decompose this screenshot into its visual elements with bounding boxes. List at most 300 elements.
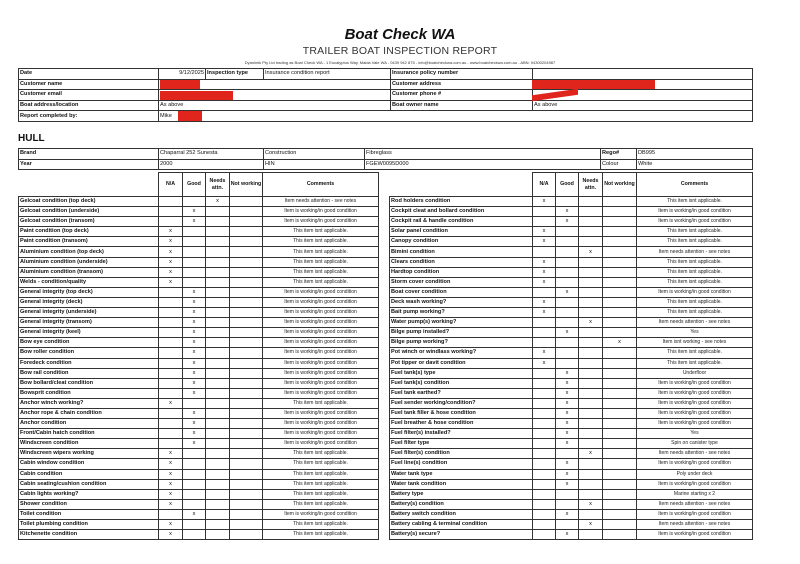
checklist-row: [19, 267, 379, 277]
check-needs: [579, 489, 603, 499]
checklist-row: [19, 257, 379, 267]
item-comment: Item is working/in good condition: [263, 509, 379, 519]
check-not: [603, 479, 637, 489]
check-needs: [579, 479, 603, 489]
checklist-row: [19, 277, 379, 287]
item-name: Paint condition (top deck): [19, 227, 159, 237]
checklist-row: [390, 449, 753, 459]
check-needs: x: [206, 197, 230, 207]
check-good: x: [183, 348, 206, 358]
check-good: x: [183, 429, 206, 439]
item-name: Aluminium condition (underside): [19, 257, 159, 267]
boat-details-table: [18, 148, 753, 170]
checklist-row: [390, 338, 753, 348]
brand-label: Brand: [19, 149, 159, 160]
check-good: x: [556, 479, 579, 489]
check-needs: [206, 368, 230, 378]
check-na: x: [533, 297, 556, 307]
item-name: General integrity (transom): [19, 318, 159, 328]
check-needs: [579, 287, 603, 297]
check-needs: [206, 439, 230, 449]
check-needs: [579, 328, 603, 338]
rego-value: DB995: [637, 149, 753, 160]
item-name: General integrity (top deck): [19, 287, 159, 297]
check-needs: [206, 429, 230, 439]
check-na: [159, 408, 183, 418]
item-name: Gelcoat condition (transom): [19, 217, 159, 227]
checklist-row: [19, 429, 379, 439]
check-not: [603, 217, 637, 227]
item-name: Shower condition: [19, 499, 159, 509]
check-na: [533, 530, 556, 540]
checklist-row: [19, 378, 379, 388]
item-comment: Item is working/in good condition: [263, 368, 379, 378]
checklist-row: [19, 197, 379, 207]
check-na: [159, 197, 183, 207]
item-name: Gelcoat condition (underside): [19, 207, 159, 217]
check-good: x: [183, 318, 206, 328]
check-good: [183, 237, 206, 247]
item-name: Storm cover condition: [390, 277, 533, 287]
col-needs-attn: Needs attn.: [579, 173, 603, 197]
check-not: [603, 287, 637, 297]
check-needs: [206, 398, 230, 408]
checklist-row: [390, 318, 753, 328]
check-good: x: [556, 408, 579, 418]
customer-email-label: Customer email: [19, 90, 159, 101]
check-needs: [579, 338, 603, 348]
check-good: x: [556, 368, 579, 378]
item-comment: Item is working/in good condition: [637, 419, 753, 429]
check-needs: [579, 348, 603, 358]
colour-value: White: [637, 159, 753, 170]
check-na: [159, 509, 183, 519]
check-good: [183, 398, 206, 408]
policy-value: [533, 69, 753, 80]
check-good: [183, 267, 206, 277]
item-name: General integrity (deck): [19, 297, 159, 307]
item-name: Bow roller condition: [19, 348, 159, 358]
item-name: Battery(s) condition: [390, 499, 533, 509]
check-na: [533, 368, 556, 378]
item-comment: Item is working/in good condition: [263, 378, 379, 388]
item-name: Bow bollard/cleat condition: [19, 378, 159, 388]
checklist-row: [390, 207, 753, 217]
check-not: [230, 449, 263, 459]
check-needs: [579, 408, 603, 418]
item-name: Kitchenette condition: [19, 530, 159, 540]
brand-value: Chaparral 252 Sunesta: [159, 149, 264, 160]
check-not: [603, 388, 637, 398]
check-good: [556, 489, 579, 499]
item-comment: Item is working/in good condition: [263, 217, 379, 227]
check-good: [556, 449, 579, 459]
check-needs: [579, 398, 603, 408]
check-na: [159, 419, 183, 429]
check-good: x: [556, 429, 579, 439]
checklist-row: [19, 408, 379, 418]
check-needs: [206, 520, 230, 530]
check-needs: [579, 217, 603, 227]
checklist-row: [19, 217, 379, 227]
col-good: Good: [556, 173, 579, 197]
item-name: Water pump(s) working?: [390, 318, 533, 328]
check-not: [603, 297, 637, 307]
check-good: x: [183, 509, 206, 519]
item-comment: Item is working/in good condition: [637, 479, 753, 489]
check-not: [230, 368, 263, 378]
check-not: [603, 489, 637, 499]
check-not: [603, 197, 637, 207]
check-na: x: [159, 469, 183, 479]
check-good: x: [556, 419, 579, 429]
check-not: [230, 227, 263, 237]
item-comment: Item is working/in good condition: [263, 328, 379, 338]
check-needs: [579, 237, 603, 247]
item-comment: This item isnt applicable.: [637, 348, 753, 358]
item-name: Clears condition: [390, 257, 533, 267]
check-good: x: [556, 388, 579, 398]
check-not: [230, 277, 263, 287]
construction-label: Construction: [264, 149, 365, 160]
checklist-row: [19, 419, 379, 429]
check-good: [183, 459, 206, 469]
item-comment: Yes: [637, 328, 753, 338]
item-name: Bow eye condition: [19, 338, 159, 348]
check-needs: [206, 267, 230, 277]
check-good: x: [183, 439, 206, 449]
checklist-row: [19, 338, 379, 348]
check-not: [230, 509, 263, 519]
check-needs: [206, 318, 230, 328]
check-good: x: [556, 439, 579, 449]
item-comment: This item isnt applicable.: [263, 227, 379, 237]
check-not: [603, 348, 637, 358]
completed-by-value: Mike: [159, 111, 753, 122]
check-not: [603, 257, 637, 267]
item-comment: This item isnt applicable.: [263, 247, 379, 257]
item-comment: This item isnt applicable.: [263, 277, 379, 287]
item-name: Fuel breather & hose condition: [390, 419, 533, 429]
item-comment: Item needs attention - see notes: [637, 247, 753, 257]
item-comment: This item isnt applicable.: [263, 530, 379, 540]
check-na: [159, 328, 183, 338]
check-good: [556, 297, 579, 307]
item-comment: This item isnt applicable.: [637, 358, 753, 368]
check-needs: [206, 287, 230, 297]
item-comment: This item isnt applicable.: [637, 197, 753, 207]
check-good: x: [556, 217, 579, 227]
check-good: x: [556, 459, 579, 469]
check-na: [159, 318, 183, 328]
check-na: [533, 489, 556, 499]
check-good: x: [556, 398, 579, 408]
checklist-row: [390, 287, 753, 297]
check-needs: [206, 469, 230, 479]
redaction-customer-email: [160, 91, 233, 100]
check-good: [556, 227, 579, 237]
checklist-row: [19, 308, 379, 318]
check-na: [533, 318, 556, 328]
item-name: Anchor rope & chain condition: [19, 408, 159, 418]
check-needs: [579, 257, 603, 267]
boat-address-value: As above: [159, 100, 391, 111]
check-na: x: [159, 227, 183, 237]
check-good: [183, 489, 206, 499]
check-not: [603, 358, 637, 368]
check-not: x: [603, 338, 637, 348]
check-needs: [206, 328, 230, 338]
checklist-row: [390, 227, 753, 237]
check-good: [556, 358, 579, 368]
item-name: Fuel tank(s) type: [390, 368, 533, 378]
item-comment: Item is working/in good condition: [263, 429, 379, 439]
check-needs: [579, 439, 603, 449]
hin-value: FGEW0095D000: [365, 159, 601, 170]
colour-label: Colour: [601, 159, 637, 170]
check-needs: [579, 378, 603, 388]
item-name: Pot winch or windlass working?: [390, 348, 533, 358]
item-name: Windscreen condition: [19, 439, 159, 449]
item-comment: Item needs attention - see notes: [637, 520, 753, 530]
item-name: Bimini condition: [390, 247, 533, 257]
check-not: [603, 449, 637, 459]
check-na: [533, 469, 556, 479]
check-good: x: [183, 207, 206, 217]
item-comment: This item isnt applicable.: [263, 459, 379, 469]
check-not: [603, 398, 637, 408]
checklist-row: [19, 237, 379, 247]
check-not: [230, 328, 263, 338]
item-name: Battery type: [390, 489, 533, 499]
col-comments: Comments: [637, 173, 753, 197]
check-not: [603, 520, 637, 530]
checklist-row: [19, 247, 379, 257]
check-na: [159, 429, 183, 439]
item-name: Bilge pump installed?: [390, 328, 533, 338]
col-comments: Comments: [263, 173, 379, 197]
checklist-row: [19, 439, 379, 449]
check-good: [183, 479, 206, 489]
check-not: [230, 338, 263, 348]
check-needs: [206, 237, 230, 247]
check-needs: [579, 297, 603, 307]
item-comment: Item needs attention - see notes: [637, 318, 753, 328]
check-needs: [206, 449, 230, 459]
item-comment: Item is working/in good condition: [263, 419, 379, 429]
check-not: [603, 227, 637, 237]
item-name: General integrity (keel): [19, 328, 159, 338]
check-na: x: [533, 257, 556, 267]
checklist-row: [390, 388, 753, 398]
item-name: General integrity (underside): [19, 308, 159, 318]
item-name: Battery switch condition: [390, 509, 533, 519]
checklist-row: [390, 368, 753, 378]
check-good: x: [183, 368, 206, 378]
check-needs: [579, 469, 603, 479]
item-name: Welds - condition/quality: [19, 277, 159, 287]
check-na: [159, 287, 183, 297]
check-needs: [206, 530, 230, 540]
item-name: Solar panel condition: [390, 227, 533, 237]
check-needs: [206, 459, 230, 469]
col-needs-attn: Needs attn.: [206, 173, 230, 197]
item-comment: This item isnt applicable.: [637, 308, 753, 318]
check-not: [230, 398, 263, 408]
check-good: [183, 247, 206, 257]
item-name: Hardtop condition: [390, 267, 533, 277]
check-not: [603, 459, 637, 469]
item-comment: Item is working/in good condition: [263, 439, 379, 449]
check-not: [230, 520, 263, 530]
item-name: Battery(s) secure?: [390, 530, 533, 540]
check-good: [556, 257, 579, 267]
check-not: [230, 408, 263, 418]
check-na: [533, 217, 556, 227]
completed-by-label: Report completed by:: [19, 111, 159, 122]
company-details: Dyanimik Pty Ltd trading as Boat Check WA - 1 Eucalyptus Way, Maida Vale WA - 0439 942 875 - info@boatcheckwa.com.au - www.boatcheckwa.com.au - ABN: 94300204987: [244, 60, 556, 65]
item-name: Bow rail condition: [19, 368, 159, 378]
item-comment: Item isnt working - see notes: [637, 338, 753, 348]
item-name: Gelcoat condition (top deck): [19, 197, 159, 207]
check-not: [230, 479, 263, 489]
item-comment: Item is working/in good condition: [263, 308, 379, 318]
item-comment: Item is working/in good condition: [263, 408, 379, 418]
checklist-row: [390, 419, 753, 429]
check-not: [603, 530, 637, 540]
check-not: [603, 429, 637, 439]
check-not: [230, 207, 263, 217]
checklist-row: [390, 459, 753, 469]
check-not: [230, 247, 263, 257]
item-name: Canopy condition: [390, 237, 533, 247]
check-good: [183, 530, 206, 540]
item-comment: Item is working/in good condition: [263, 318, 379, 328]
date-label: Date: [19, 69, 159, 80]
redaction-customer-name: [160, 80, 200, 89]
checklist-row: [390, 378, 753, 388]
check-good: x: [556, 530, 579, 540]
item-name: Fuel filter type: [390, 439, 533, 449]
check-na: [533, 207, 556, 217]
item-name: Cabin lights working?: [19, 489, 159, 499]
item-name: Foredeck condition: [19, 358, 159, 368]
item-comment: Spin on canister type: [637, 439, 753, 449]
item-name: Aluminium condition (top deck): [19, 247, 159, 257]
item-comment: Item is working/in good condition: [637, 509, 753, 519]
checklist-row: [390, 509, 753, 519]
check-na: [159, 348, 183, 358]
check-good: x: [183, 358, 206, 368]
checklist-row: [19, 469, 379, 479]
check-na: [159, 439, 183, 449]
item-comment: This item isnt applicable.: [637, 297, 753, 307]
item-comment: Yes: [637, 429, 753, 439]
checklist-row: [390, 277, 753, 287]
checklist-row: [390, 398, 753, 408]
item-name: Toilet plumbing condition: [19, 520, 159, 530]
item-comment: This item isnt applicable.: [637, 277, 753, 287]
check-not: [230, 237, 263, 247]
inspection-type-value: Insurance condition report: [264, 69, 391, 80]
check-not: [603, 408, 637, 418]
checklist-row: [19, 328, 379, 338]
check-na: x: [533, 308, 556, 318]
check-not: [603, 318, 637, 328]
check-na: [533, 459, 556, 469]
checklist-row: [390, 297, 753, 307]
item-comment: Item is working/in good condition: [263, 297, 379, 307]
check-na: x: [533, 348, 556, 358]
item-comment: Item is working/in good condition: [637, 398, 753, 408]
check-na: x: [159, 499, 183, 509]
check-na: x: [159, 530, 183, 540]
item-comment: Item is working/in good condition: [637, 408, 753, 418]
check-good: [556, 277, 579, 287]
check-good: x: [183, 297, 206, 307]
item-comment: Item is working/in good condition: [637, 378, 753, 388]
check-na: [159, 338, 183, 348]
hull-checklist-left: [18, 172, 379, 540]
check-good: x: [183, 408, 206, 418]
check-not: [230, 489, 263, 499]
check-needs: x: [579, 318, 603, 328]
check-not: [230, 499, 263, 509]
date-value: 9/12/2025: [159, 69, 206, 80]
check-not: [603, 328, 637, 338]
checklist-row: [390, 308, 753, 318]
checklist-row: [390, 247, 753, 257]
check-good: [183, 520, 206, 530]
item-comment: Underfloor: [637, 368, 753, 378]
item-name: Fuel tank(s) condition: [390, 378, 533, 388]
check-not: [603, 277, 637, 287]
check-na: [533, 398, 556, 408]
construction-value: Fibreglass: [365, 149, 601, 160]
item-name: Boat cover condition: [390, 287, 533, 297]
check-not: [603, 499, 637, 509]
check-na: [159, 388, 183, 398]
checklist-row: [390, 489, 753, 499]
col-not-working: Not working: [230, 173, 263, 197]
check-needs: x: [579, 499, 603, 509]
check-na: [533, 388, 556, 398]
check-good: x: [556, 287, 579, 297]
check-needs: [579, 358, 603, 368]
checklist-row: [390, 217, 753, 227]
item-name: Rod holders condition: [390, 197, 533, 207]
checklist-row: [19, 388, 379, 398]
check-needs: [206, 499, 230, 509]
checklist-row: [390, 237, 753, 247]
check-na: [533, 439, 556, 449]
checklist-row: [19, 368, 379, 378]
checklist-row: [19, 207, 379, 217]
check-needs: [206, 378, 230, 388]
checklist-row: [19, 348, 379, 358]
checklist-row: [19, 530, 379, 540]
checklist-row: [390, 499, 753, 509]
check-needs: [579, 227, 603, 237]
item-comment: This item isnt applicable.: [637, 267, 753, 277]
item-comment: This item isnt applicable.: [263, 237, 379, 247]
check-na: [533, 499, 556, 509]
check-good: x: [183, 217, 206, 227]
checklist-row: [19, 398, 379, 408]
check-na: x: [159, 267, 183, 277]
check-needs: [206, 408, 230, 418]
check-na: x: [159, 398, 183, 408]
